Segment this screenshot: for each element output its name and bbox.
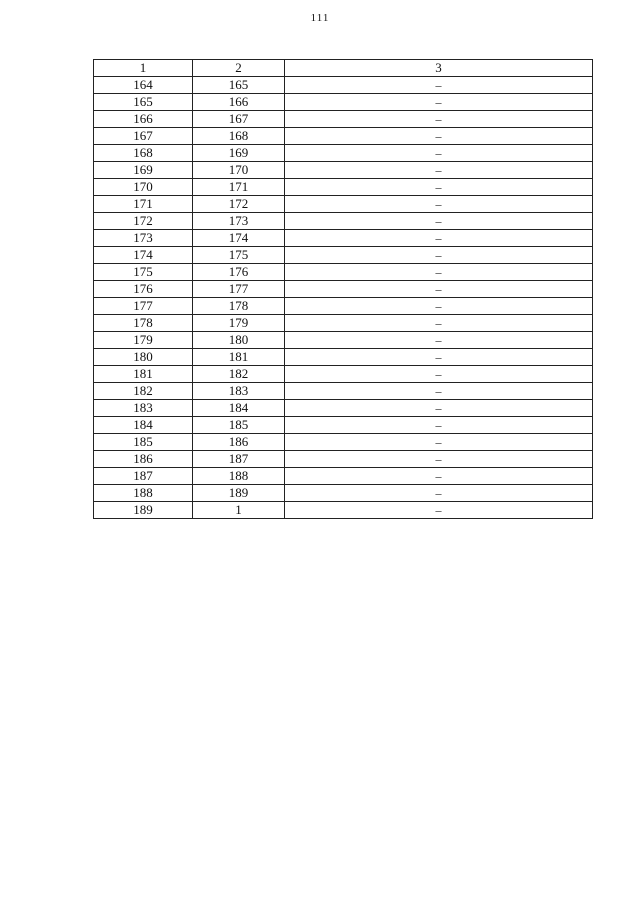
table-cell-col-1: 175 — [94, 264, 193, 281]
table-cell-col-2: 176 — [193, 264, 285, 281]
table-row — [94, 230, 593, 247]
table-cell-col-1: 167 — [94, 128, 193, 145]
table-row — [94, 111, 593, 128]
table-cell-col-3: – — [285, 162, 593, 179]
table-row — [94, 281, 593, 298]
table-cell-col-2: 166 — [193, 94, 285, 111]
table-cell-col-1: 169 — [94, 162, 193, 179]
table-cell-col-1: 164 — [94, 77, 193, 94]
table-cell-col-3: – — [285, 349, 593, 366]
table-row — [94, 196, 593, 213]
table-cell-col-1: 180 — [94, 349, 193, 366]
table-cell-col-3: – — [285, 77, 593, 94]
table-cell-col-3: – — [285, 451, 593, 468]
table-row — [94, 417, 593, 434]
table-cell-col-1: 166 — [94, 111, 193, 128]
table-row — [94, 77, 593, 94]
table-cell-col-1: 178 — [94, 315, 193, 332]
table-cell-col-2: 188 — [193, 468, 285, 485]
column-header-1: 1 — [94, 60, 193, 77]
table-cell-col-3: – — [285, 179, 593, 196]
column-header-2: 2 — [193, 60, 285, 77]
column-header-3: 3 — [285, 60, 593, 77]
table-cell-col-1: 179 — [94, 332, 193, 349]
table-row — [94, 400, 593, 417]
table-row — [94, 383, 593, 400]
table-cell-col-3: – — [285, 111, 593, 128]
table-cell-col-2: 169 — [193, 145, 285, 162]
table-cell-col-2: 179 — [193, 315, 285, 332]
table-cell-col-2: 184 — [193, 400, 285, 417]
table-cell-col-3: – — [285, 145, 593, 162]
table-cell-col-3: – — [285, 128, 593, 145]
table-body — [94, 77, 593, 519]
table-cell-col-2: 167 — [193, 111, 285, 128]
table-cell-col-3: – — [285, 281, 593, 298]
table-cell-col-1: 173 — [94, 230, 193, 247]
table-cell-col-3: – — [285, 366, 593, 383]
table-cell-col-3: – — [285, 94, 593, 111]
table-cell-col-2: 186 — [193, 434, 285, 451]
table-cell-col-3: – — [285, 230, 593, 247]
table-cell-col-3: – — [285, 417, 593, 434]
table-row — [94, 315, 593, 332]
table-row — [94, 213, 593, 230]
table-cell-col-3: – — [285, 332, 593, 349]
table-cell-col-2: 178 — [193, 298, 285, 315]
table-row — [94, 162, 593, 179]
table-cell-col-2: 168 — [193, 128, 285, 145]
table-cell-col-1: 182 — [94, 383, 193, 400]
table-row — [94, 179, 593, 196]
table-cell-col-3: – — [285, 298, 593, 315]
table-cell-col-3: – — [285, 315, 593, 332]
table-row — [94, 468, 593, 485]
table-cell-col-3: – — [285, 383, 593, 400]
table-cell-col-3: – — [285, 264, 593, 281]
table-cell-col-1: 185 — [94, 434, 193, 451]
table-cell-col-2: 171 — [193, 179, 285, 196]
table-cell-col-3: – — [285, 502, 593, 519]
table-cell-col-3: – — [285, 213, 593, 230]
table-cell-col-2: 189 — [193, 485, 285, 502]
table-cell-col-2: 177 — [193, 281, 285, 298]
table-row — [94, 264, 593, 281]
table-cell-col-3: – — [285, 196, 593, 213]
table-row — [94, 451, 593, 468]
table-cell-col-1: 172 — [94, 213, 193, 230]
table-cell-col-2: 173 — [193, 213, 285, 230]
table-cell-col-1: 165 — [94, 94, 193, 111]
table-cell-col-1: 188 — [94, 485, 193, 502]
table-cell-col-3: – — [285, 247, 593, 264]
table-cell-col-1: 174 — [94, 247, 193, 264]
table-row — [94, 485, 593, 502]
table-cell-col-1: 186 — [94, 451, 193, 468]
page-number: 111 — [310, 12, 330, 24]
table-row — [94, 298, 593, 315]
data-table — [93, 59, 593, 519]
table-cell-col-1: 177 — [94, 298, 193, 315]
table-cell-col-1: 181 — [94, 366, 193, 383]
table-cell-col-2: 183 — [193, 383, 285, 400]
table-cell-col-3: – — [285, 434, 593, 451]
table-cell-col-2: 182 — [193, 366, 285, 383]
table-row — [94, 332, 593, 349]
table-row — [94, 94, 593, 111]
table-cell-col-2: 187 — [193, 451, 285, 468]
table-cell-col-2: 172 — [193, 196, 285, 213]
table-cell-col-1: 187 — [94, 468, 193, 485]
table-cell-col-2: 185 — [193, 417, 285, 434]
table-row — [94, 145, 593, 162]
table-cell-col-1: 176 — [94, 281, 193, 298]
table-cell-col-2: 181 — [193, 349, 285, 366]
table-cell-col-2: 174 — [193, 230, 285, 247]
table-cell-col-3: – — [285, 400, 593, 417]
table-cell-col-2: 170 — [193, 162, 285, 179]
table-row — [94, 366, 593, 383]
table-cell-col-1: 184 — [94, 417, 193, 434]
table-row — [94, 128, 593, 145]
table-row — [94, 434, 593, 451]
table-row — [94, 502, 593, 519]
table-cell-col-2: 165 — [193, 77, 285, 94]
table-cell-col-2: 180 — [193, 332, 285, 349]
table-cell-col-1: 168 — [94, 145, 193, 162]
table-cell-col-1: 171 — [94, 196, 193, 213]
table-cell-col-1: 189 — [94, 502, 193, 519]
header-row — [94, 60, 593, 77]
table-cell-col-3: – — [285, 468, 593, 485]
table-row — [94, 247, 593, 264]
table-cell-col-2: 1 — [193, 502, 285, 519]
table-cell-col-1: 183 — [94, 400, 193, 417]
table-cell-col-1: 170 — [94, 179, 193, 196]
table-cell-col-3: – — [285, 485, 593, 502]
table-cell-col-2: 175 — [193, 247, 285, 264]
table-row — [94, 349, 593, 366]
